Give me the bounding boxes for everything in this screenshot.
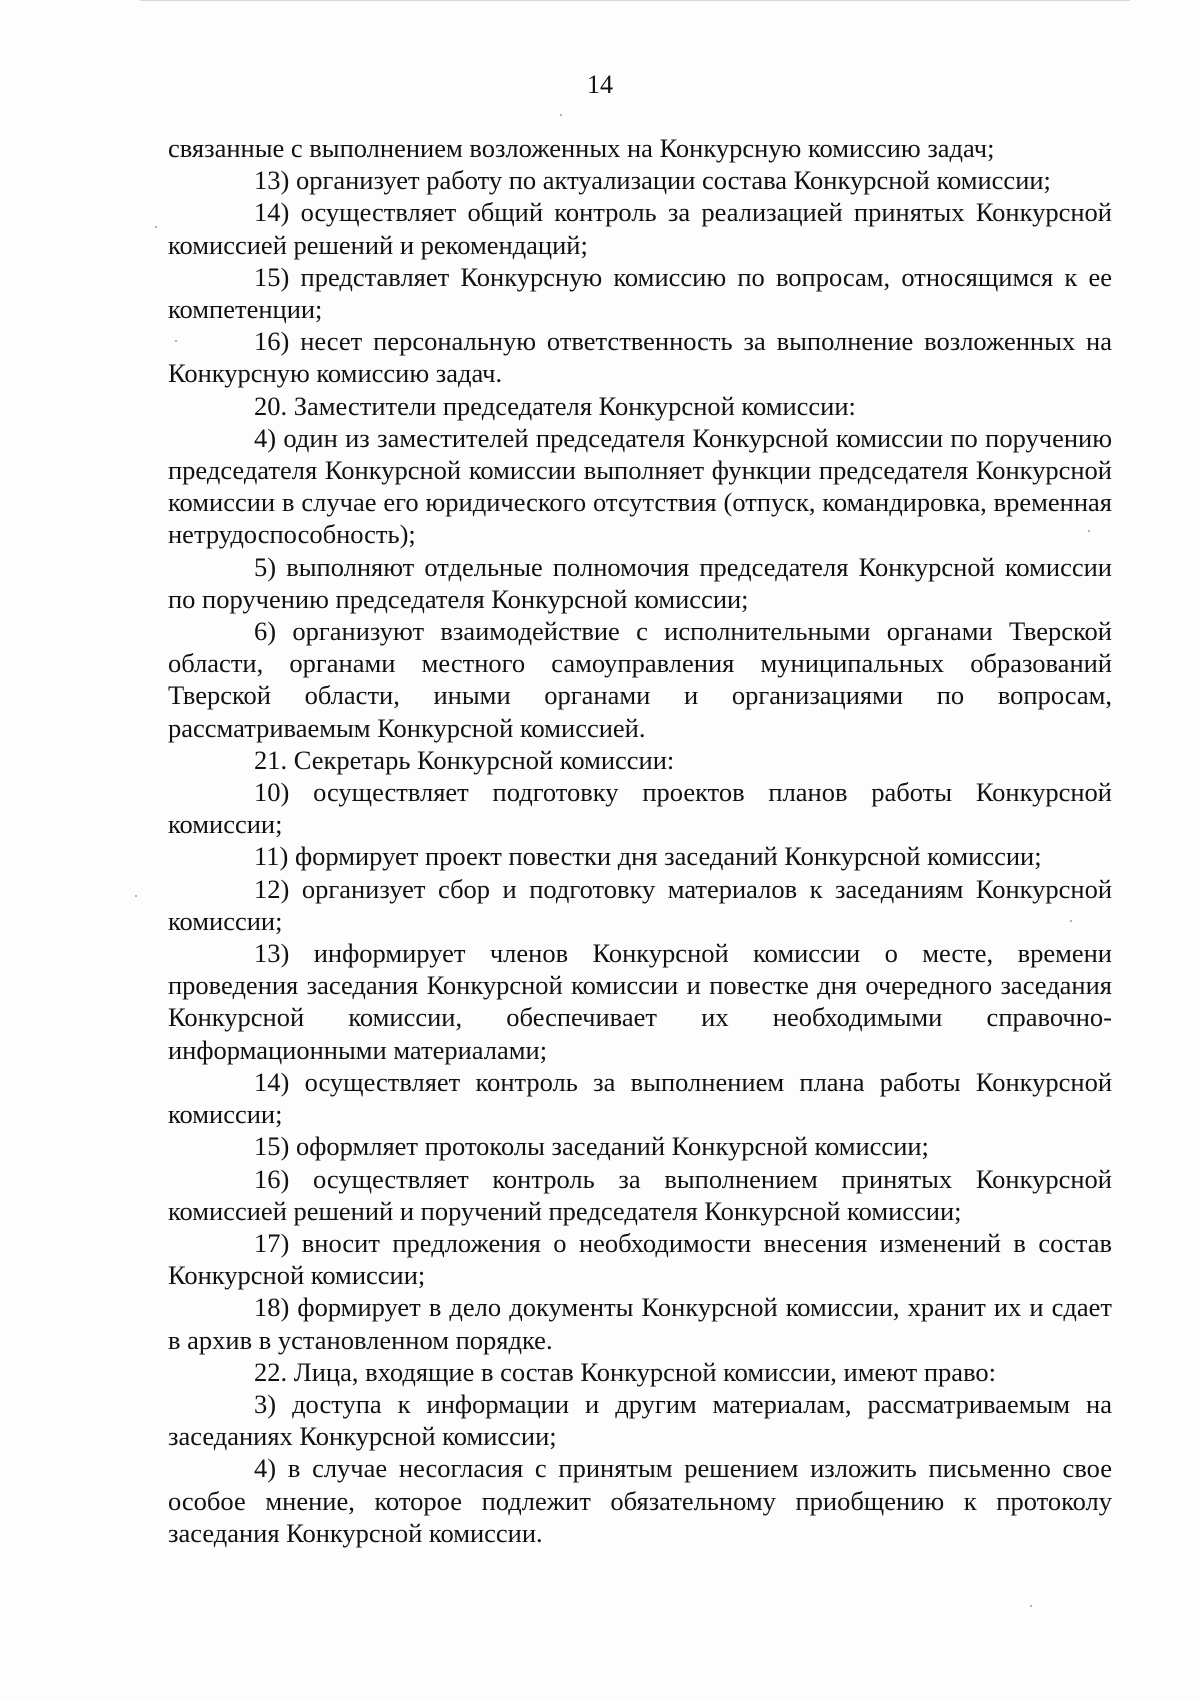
paragraph: 14) осуществляет контроль за выполнением плана работы Конкурсной комиссии; (168, 1066, 1112, 1130)
page-number: 14 (587, 70, 613, 99)
paragraph: 4) один из заместителей председателя Конкурсной комиссии по поручению председателя Конкурсной комиссии выполняет функции председателя Конкурсной комиссии в случае его юридического отсутствия (отпуск, командировка, временная нетрудоспособность); (168, 422, 1112, 550)
scan-edge-line (140, 0, 1130, 1)
paragraph: 13) организует работу по актуализации состава Конкурсной комиссии; (254, 165, 1051, 196)
paragraph: 22. Лица, входящие в состав Конкурсной комиссии, имеют право: (254, 1356, 997, 1387)
scan-speck (175, 340, 177, 342)
paragraph: 16) осуществляет контроль за выполнением принятых Конкурсной комиссией решений и поручений председателя Конкурсной комиссии; (168, 1163, 1112, 1226)
paragraph: 17) вносит предложения о необходимости внесения изменений в состав Конкурсной комиссии; (168, 1227, 1112, 1291)
paragraph: 15) представляет Конкурсную комиссию по вопросам, относящимся к ее компетенции; (168, 261, 1112, 325)
paragraph: 20. Заместители председателя Конкурсной комиссии: (254, 390, 856, 421)
scan-speck (1070, 920, 1072, 922)
paragraph: 6) организуют взаимодействие с исполнительными органами Тверской области, органами местного самоуправления муниципальных образований Тверской области, иными органами и организациями по вопросам, рассматриваемым Конкурсной комиссией. (168, 616, 1112, 743)
paragraph: 16) несет персональную ответственность за выполнение возложенных на Конкурсную комиссию задач. (168, 326, 1112, 389)
paragraph: 5) выполняют отдельные полномочия председателя Конкурсной комиссии по поручению председателя Конкурсной комиссии; (168, 551, 1112, 614)
paragraph: 21. Секретарь Конкурсной комиссии: (254, 744, 675, 775)
paragraph: связанные с выполнением возложенных на Конкурсную комиссию задач; (168, 133, 995, 163)
document-body (168, 132, 1112, 1549)
paragraph: 14) осуществляет общий контроль за реализацией принятых Конкурсной комиссией решений и рекомендаций; (168, 197, 1112, 260)
paragraph: 15) оформляет протоколы заседаний Конкурсной комиссии; (254, 1131, 929, 1162)
scan-speck (1088, 530, 1090, 532)
scan-speck (135, 895, 137, 897)
paragraph: 12) организует сбор и подготовку материалов к заседаниям Конкурсной комиссии; (168, 873, 1112, 936)
paragraph: 13) информирует членов Конкурсной комиссии о месте, времени проведения заседания Конкурсной комиссии и повестке дня очередного заседания Конкурсной комиссии, обеспечивает их необходимыми справочно-информационными материалами; (168, 938, 1112, 1065)
paragraph: 4) в случае несогласия с принятым решением изложить письменно свое особое мнение, которое подлежит обязательному приобщению к протоколу заседания Конкурсной комиссии. (168, 1453, 1112, 1548)
paragraph: 3) доступа к информации и другим материалам, рассматриваемым на заседаниях Конкурсной комиссии; (168, 1388, 1112, 1452)
paragraph: 10) осуществляет подготовку проектов планов работы Конкурсной комиссии; (168, 777, 1112, 840)
scan-speck (560, 114, 562, 116)
paragraph: 18) формирует в дело документы Конкурсной комиссии, хранит их и сдает в архив в установленном порядке. (168, 1292, 1112, 1355)
paragraph: 11) формирует проект повестки дня заседаний Конкурсной комиссии; (254, 841, 1042, 872)
scan-speck (1030, 1605, 1032, 1607)
scan-speck (155, 226, 157, 228)
